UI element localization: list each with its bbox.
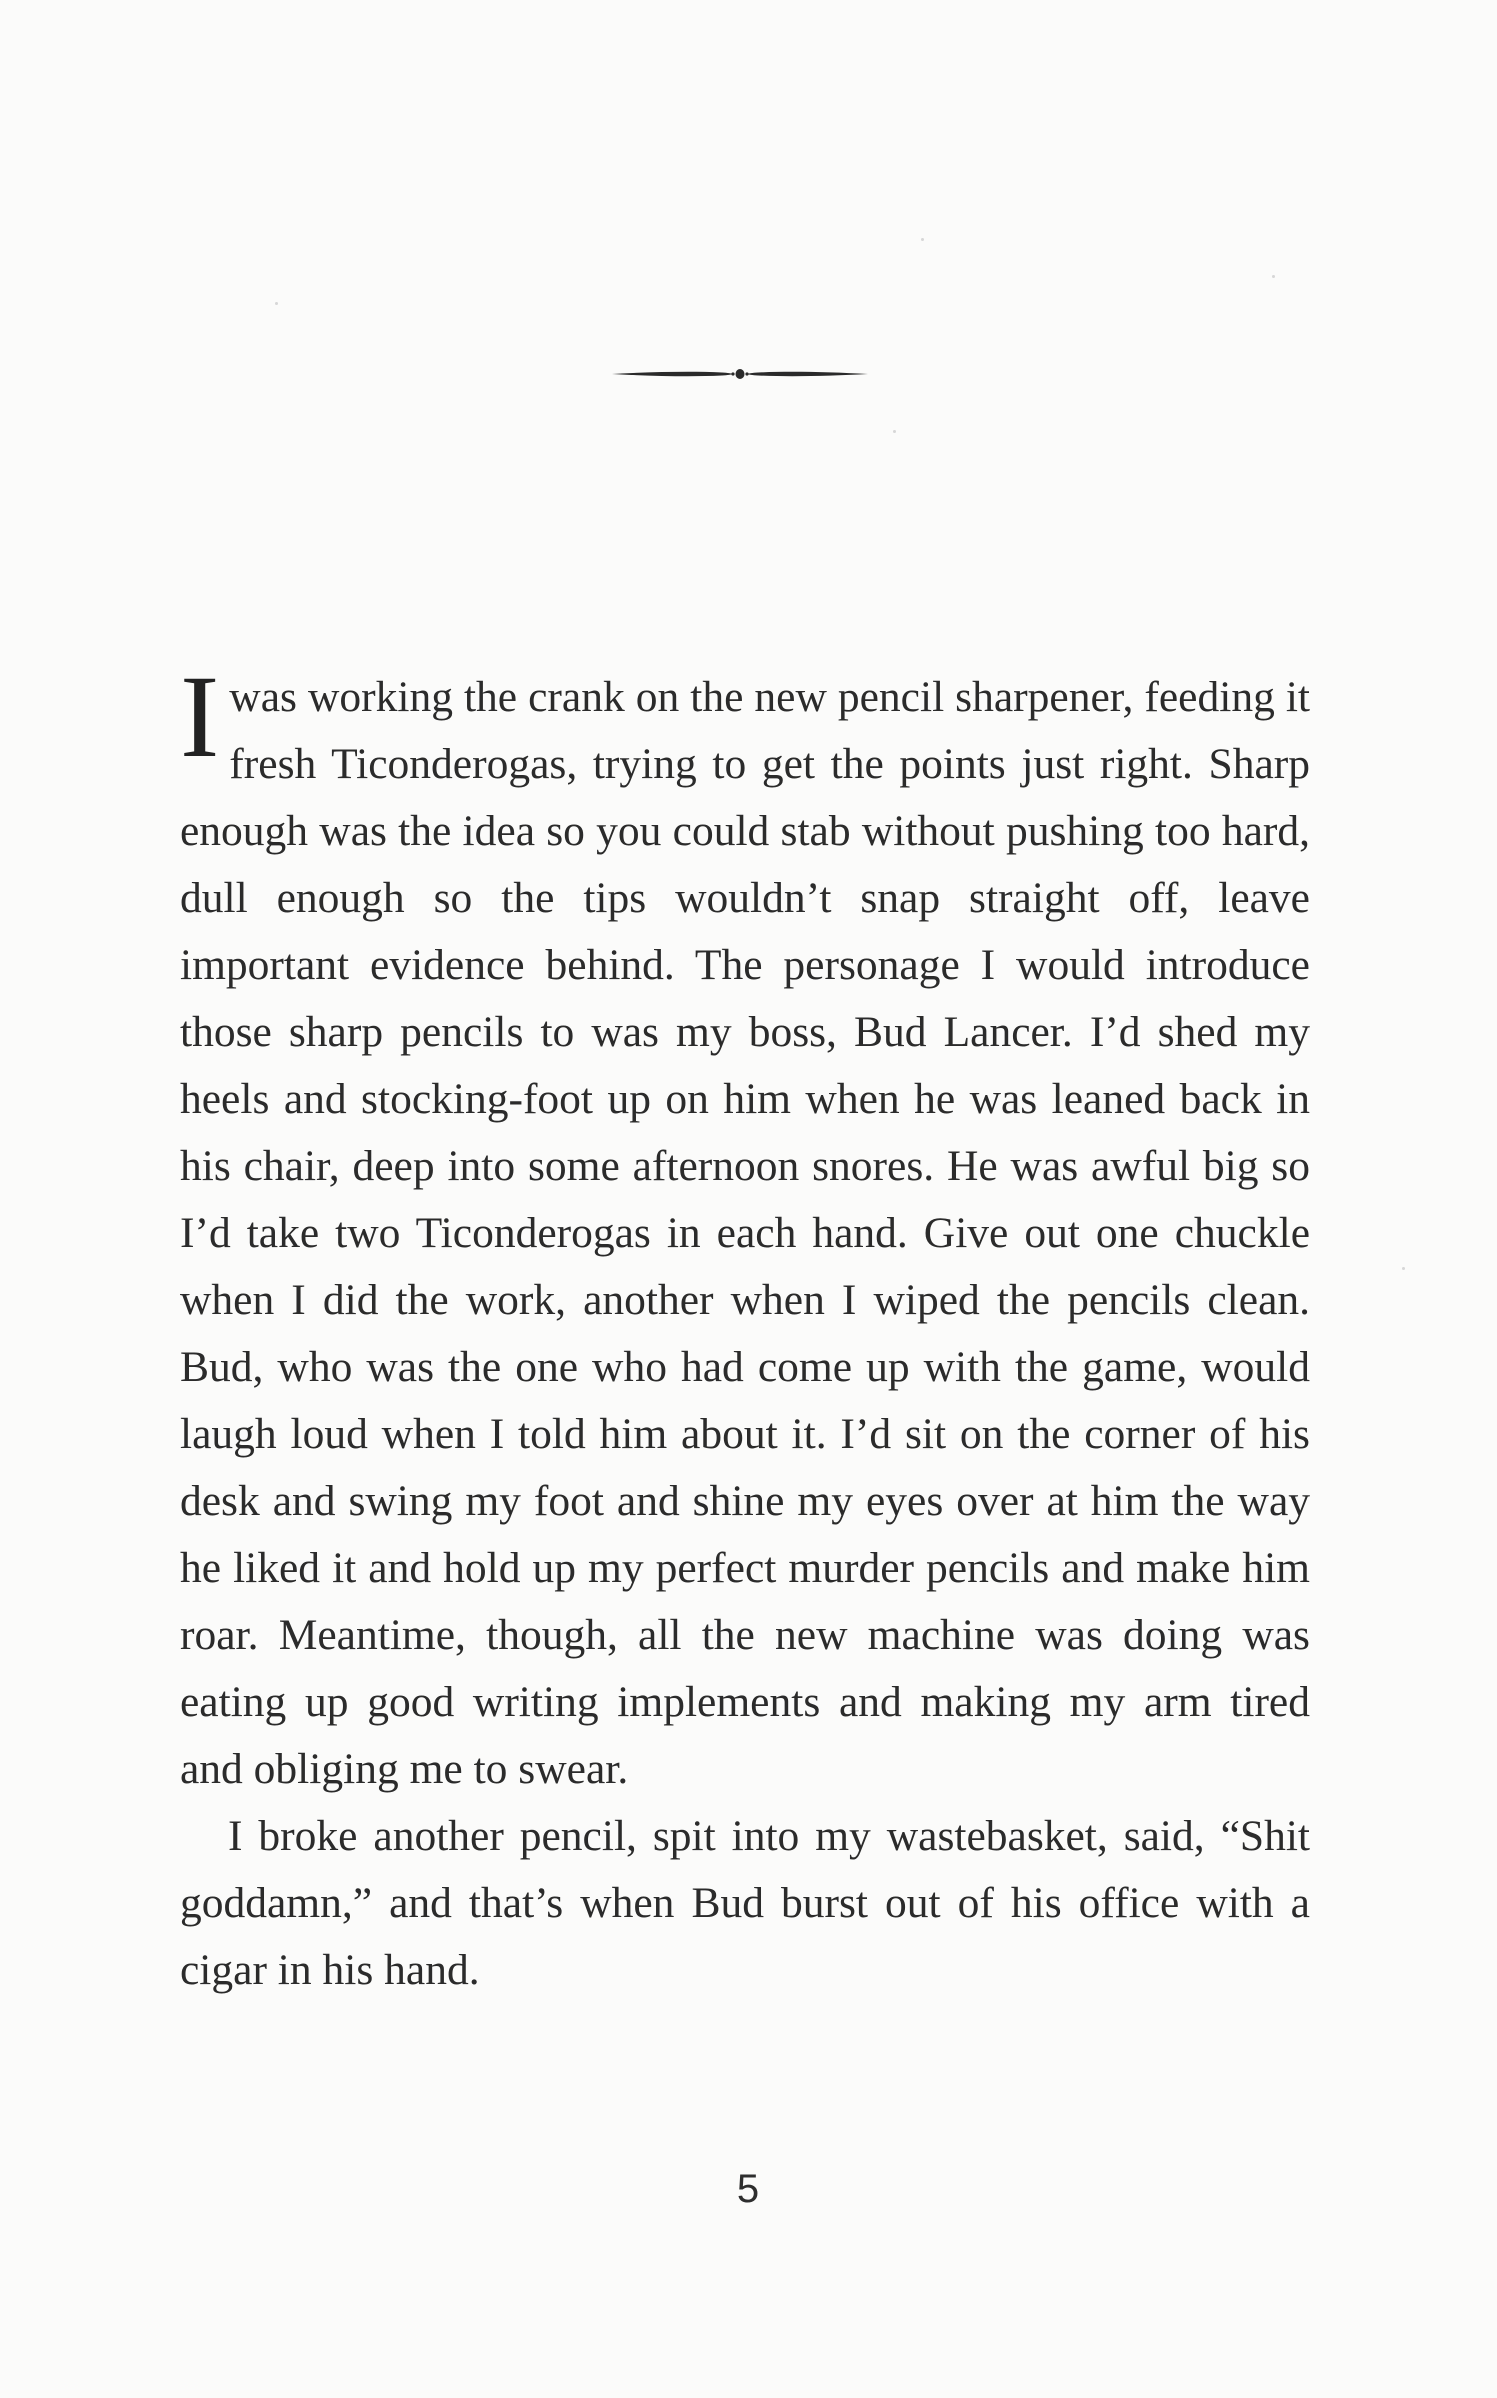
paper-speck	[1402, 1267, 1405, 1270]
paper-speck	[1272, 275, 1275, 278]
paragraph-1	[180, 651, 1310, 1803]
paragraph-2: I broke another pencil, spit into my wastebasket, said, “Shit goddamn,” and that’s when Bud burst out of his office with a cigar in his hand.	[180, 1812, 1310, 1994]
chapter-body-text	[180, 651, 1310, 2004]
flourish-ornament-icon	[610, 360, 870, 388]
paragraph-1-text: was working the crank on the new pencil sharpener, feeding it fresh Ticonderogas, trying to get the points just right. Sharp enough was the idea so you could stab without pushing too hard, dull enough so the tips wouldn’t snap straight off, leave important evidence behind. The personage I would introduce those sharp pencils to was my boss, Bud Lancer. I’d shed my heels and stocking-foot up on him when he was leaned back in his chair, deep into some afternoon snores. He was awful big so I’d take two Ticonderogas in each hand. Give out one chuckle when I did the work, another when I wiped the pencils clean. Bud, who was the one who had come up with the game, would laugh loud when I told him about it. I’d sit on the corner of his desk and swing my foot and shine my eyes over at him the way he liked it and hold up my perfect murder pencils and make him roar. Meantime, though, all the new machine was doing was eating up good writing implements and making my arm tired and obliging me to swear.	[180, 673, 1310, 1793]
drop-cap: I	[180, 651, 220, 782]
paper-speck	[921, 238, 924, 241]
paper-speck	[893, 430, 896, 433]
page-number: 5	[736, 2167, 761, 2211]
paper-speck	[275, 302, 278, 305]
